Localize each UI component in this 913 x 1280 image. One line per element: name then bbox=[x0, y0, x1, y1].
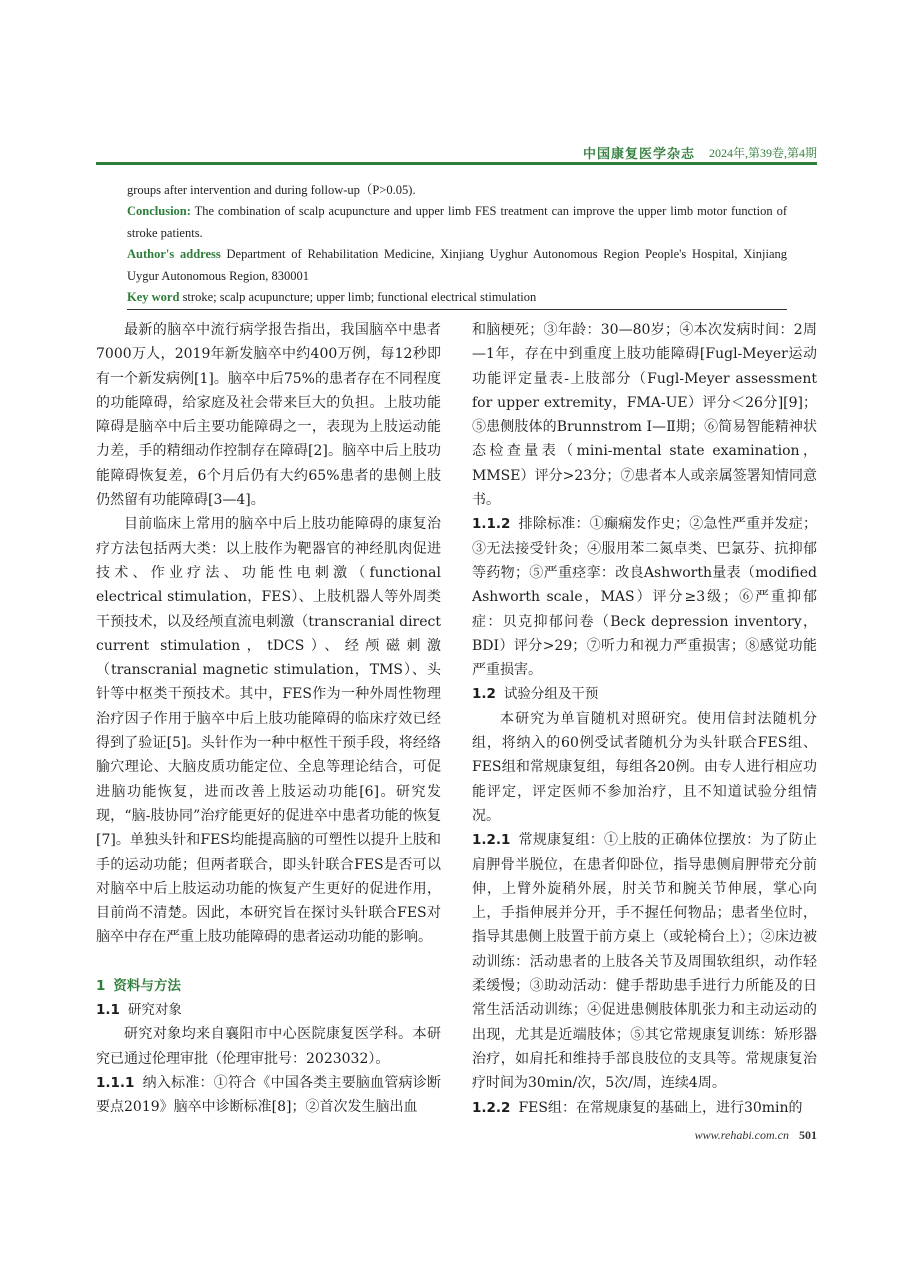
section-heading-1 bbox=[96, 974, 441, 998]
keyword-label: Key word bbox=[127, 290, 180, 305]
fes-group-paragraph bbox=[472, 1096, 817, 1120]
exclusion-text: 排除标准：①癫痫发作史；②急性严重并发症；③无法接受针灸；④服用苯二氮卓类、巴氯芬、抗抑郁等药物；⑤严重痉挛：改良Ashworth量表（modified Ashworth scale，MAS）评分≥3级；⑥严重抑郁症：贝克抑郁问卷（Beck depression inventory，BDI）评分>29；⑦听力和视力严重损害；⑧感觉功能严重损害。 bbox=[472, 516, 817, 679]
journal-name: 中国康复医学杂志 bbox=[582, 146, 695, 162]
subsection-heading-1-2 bbox=[472, 682, 817, 706]
inclusion-continued: 和脑梗死；③年龄：30—80岁；④本次发病时间：2周—1年，存在中到重度上肢功能障碍[Fugl-Meyer运动功能评定量表-上肢部分（Fugl-Meyer assessment for upper extremity，FMA-UE）评分＜26分][9]；⑤患侧肢体的Brunnstrom Ⅰ—Ⅱ期；⑥简易智能精神状态检查量表（mini-mental state examination，MMSE）评分>23分；⑦患者本人或亲属签署知情同意书。 bbox=[472, 322, 817, 509]
section-title: 资料与方法 bbox=[113, 977, 181, 994]
inclusion-paragraph bbox=[96, 1071, 441, 1120]
intro-paragraph-2: 目前临床上常用的脑卒中后上肢功能障碍的康复治疗方法包括两大类：以上肢作为靶器官的神经肌肉促进技术、作业疗法、功能性电刺激（functional electrical stimulation，FES）、上肢机器人等外周类干预技术，以及经颅直流电刺激（transcranial direct current stimulation，tDCS）、经颅磁刺激（transcranial magnetic stimulation，TMS）、头针等中枢类干预技术。其中，FES作为一种外周性物理治疗因子作用于脑卒中后上肢功能障碍的临床疗效已经得到了验证[5]。头针作为一种中枢性干预手段，将经络腧穴理论、大脑皮质功能定位、全息等理论结合，可促进脑功能恢复，进而改善上肢运动功能[6]。研究发现，“脑-肢协同”治疗能更好的促进卒中患者功能的恢复[7]。单独头针和FES均能提高脑的可塑性以提升上肢和手的运动功能；但两者联合，即头针联合FES是否可以对脑卒中后上肢运动功能的恢复产生更好的促进作用，目前尚不清楚。因此，本研究旨在探讨头针联合FES对脑卒中存在严重上肢功能障碍的患者运动功能的影响。 bbox=[96, 516, 441, 946]
intro-paragraph-1: 最新的脑卒中流行病学报告指出，我国脑卒中患者7000万人，2019年新发脑卒中约400万例，每12秒即有一个新发病例[1]。脑卒中后75%的患者存在不同程度的功能障碍，给家庭及社会带来巨大的负担。上肢功能障碍是脑卒中后主要功能障碍之一，表现为上肢运动能力差，手的精细动作控制存在障碍[2]。脑卒中后上肢功能障碍恢复差，6个月后仍有大约65%患者的患侧上肢仍然留有功能障碍[3—4]。 bbox=[96, 322, 441, 509]
inclusion-text: 纳入标准：①符合《中国各类主要脑血管病诊断要点2019》脑卒中诊断标准[8]；②首次发生脑出血 bbox=[96, 1074, 441, 1116]
address-text: Department of Rehabilitation Medicine, Xinjiang Uyghur Autonomous Region People's Hospital, Xinjiang Uygur Autonomous Region, 830001 bbox=[127, 247, 787, 283]
results-tail: groups after intervention and during follow-up（P>0.05). bbox=[127, 183, 416, 197]
subsubsection-number: 1.2.2 bbox=[472, 1099, 511, 1116]
section-gap bbox=[96, 950, 441, 974]
keywords bbox=[127, 287, 787, 308]
address-label: Author's address bbox=[127, 247, 221, 262]
conventional-rehab-paragraph bbox=[472, 828, 817, 1095]
subsection-title: 试验分组及干预 bbox=[503, 686, 599, 703]
subsubsection-number: 1.1.2 bbox=[472, 516, 511, 533]
subsection-heading-1-1 bbox=[96, 998, 441, 1022]
subsection-number: 1.1 bbox=[96, 1002, 120, 1019]
issue-info: 2024年,第39卷,第4期 bbox=[708, 145, 817, 160]
page-footer bbox=[695, 1128, 817, 1143]
exclusion-paragraph bbox=[472, 512, 817, 682]
fes-group-text: FES组：在常规康复的基础上，进行30min的 bbox=[518, 1099, 803, 1116]
page-number: 501 bbox=[799, 1128, 817, 1142]
conventional-rehab-text: 常规康复组：①上肢的正确体位摆放：为了防止肩胛骨半脱位，在患者仰卧位，指导患侧肩胛带充分前伸，上臂外旋稍外展，肘关节和腕关节伸展，掌心向上，手指伸展并分开，手不握任何物品；患者坐位时，指导其患侧上肢置于前方桌上（或轮椅台上）；②床边被动训练：活动患者的上肢各关节及周围软组织，动作轻柔缓慢；③助动活动：健手帮助患手进行力所能及的日常生活活动训练；④促进患侧肢体肌张力和主动运动的出现，尤其是近端肢体；⑤其它常规康复训练：矫形器治疗，如肩托和维持手部良肢位的支具等。常规康复治疗时间为30min/次，5次/周，连续4周。 bbox=[472, 832, 817, 1092]
conclusion-text: The combination of scalp acupuncture and upper limb FES treatment can improve the upper limb motor function of stroke patients. bbox=[127, 204, 787, 240]
right-column bbox=[472, 318, 817, 1120]
subsubsection-number: 1.2.1 bbox=[472, 832, 511, 849]
running-header bbox=[96, 140, 817, 164]
keyword-rule bbox=[127, 309, 787, 310]
conclusion-label: Conclusion: bbox=[127, 204, 191, 219]
english-abstract bbox=[127, 180, 787, 310]
section-number: 1 bbox=[96, 977, 106, 994]
header-rule bbox=[96, 162, 817, 165]
keyword-text: stroke; scalp acupuncture; upper limb; functional electrical stimulation bbox=[179, 290, 537, 305]
left-column bbox=[96, 318, 441, 1120]
subsection-number: 1.2 bbox=[472, 686, 496, 703]
subjects-paragraph: 研究对象均来自襄阳市中心医院康复医学科。本研究已通过伦理审批（伦理审批号：2023032）。 bbox=[96, 1026, 441, 1067]
subsection-title: 研究对象 bbox=[127, 1002, 182, 1019]
author-address bbox=[127, 244, 787, 287]
grouping-paragraph: 本研究为单盲随机对照研究。使用信封法随机分组，将纳入的60例受试者随机分为头针联合FES组、FES组和常规康复组，每组各20例。由专人进行相应功能评定，评定医师不参加治疗，且不知道试验分组情况。 bbox=[472, 710, 817, 824]
journal-url: www.rehabi.com.cn bbox=[694, 1128, 789, 1142]
subsubsection-number: 1.1.1 bbox=[96, 1074, 135, 1091]
conclusion bbox=[127, 201, 787, 244]
